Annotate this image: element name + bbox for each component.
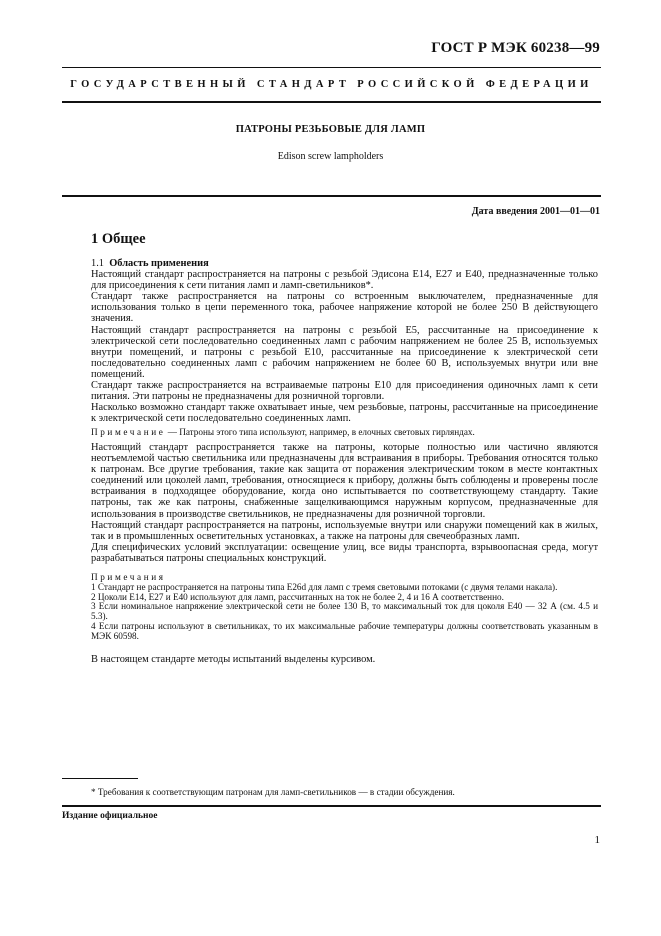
paragraph: Стандарт также распространяется на патроны со встроенным выключателем, предназначенные для использования только в цепи переменного тока, рабочее напряжение которой не более 250 В действующего значения. xyxy=(91,291,598,325)
note-item: 2 Цоколи E14, E27 и E40 используют для ламп, рассчитанных на ток не более 2, 4 и 16 А соответственно. xyxy=(91,591,504,602)
footnote-rule xyxy=(62,778,138,779)
closing-paragraph: В настоящем стандарте методы испытаний выделены курсивом. xyxy=(91,653,376,665)
footer-rule xyxy=(62,805,601,807)
header-rule xyxy=(62,67,601,68)
paragraph: Насколько возможно стандарт также охватывает иные, чем резьбовые, патроны, рассчитанные на присоединение к электрической сети последовательно соединенных ламп. xyxy=(91,402,598,425)
paragraph: Настоящий стандарт распространяется на патроны, используемые внутри или снаружи помещений как в жилых, так и в промышленных осветительных установках, а также на патроны для свечеобразных ламп. xyxy=(91,519,598,542)
title-rule xyxy=(62,195,601,197)
subsection-number: 1.1 xyxy=(91,258,104,269)
note-item: 4 Если патроны используют в светильниках, то их максимальные рабочие температуры должны соответствовать указанным в МЭК 60598. xyxy=(91,621,598,641)
note xyxy=(91,427,598,438)
section-heading: 1 Общее xyxy=(91,231,146,247)
paragraph: Настоящий стандарт распространяется на патроны с резьбой E5, рассчитанные на присоединение к электрической сети последовательно соединенных ламп с рабочим напряжением не более 25 В, используемых внутри помещений, и патроны с резьбой E10, рассчитанные на присоединение к электрической сети последовательно соединенных ламп с рабочим напряжением не более 60 В, используемых внутри или вне помещений. xyxy=(91,324,598,380)
paragraph: Настоящий стандарт распространяется также на патроны, которые полностью или частично являются неотъемлемой частью светильника или предназначены для встраивания в приборы. Требования относятся только к патронам. Все другие требования, такие как защита от поражения электрическим током в месте контактных соединений или цоколей ламп, требования, относящиеся к прибору, должны быть соблюдены и проверены после встраивания в подходящее оборудование, когда оно испытывается по соответствующему стандарту. Такие патроны, так же как патроны, снабженные защелкивающимся наружным корпусом, предназначенные для использования в производстве светильников, не предназначены для розничной торговли. xyxy=(91,442,598,520)
standard-id: ГОСТ Р МЭК 60238—99 xyxy=(431,40,600,56)
edition-label: Издание официальное xyxy=(62,811,158,821)
page-number: 1 xyxy=(594,834,600,846)
notes-label: Примечания xyxy=(91,572,166,583)
paragraph: Для специфических условий эксплуатации: освещение улиц, все виды транспорта, взрывоопасная среда, могут разрабатываться патроны специальных конструкций. xyxy=(91,541,598,564)
note-item: 3 Если номинальное напряжение электрической сети не более 130 В, то максимальный ток для цоколя E40 — 32 А (см. 4.5 и 5.3). xyxy=(91,601,598,622)
subsection-heading xyxy=(91,258,598,269)
subsection-title: Область применения xyxy=(109,258,209,269)
effective-date: Дата введения 2001—01—01 xyxy=(471,206,600,217)
note-label: Примечание xyxy=(91,427,166,438)
paragraph: Настоящий стандарт распространяется на патроны с резьбой Эдисона E14, E27 и E40, предназначенные только для присоединения к сети питания ламп и ламп-светильников*. xyxy=(91,269,598,292)
header-rule-bottom xyxy=(62,101,601,103)
note-text: — Патроны этого типа используют, например, в елочных световых гирляндах. xyxy=(167,427,475,438)
notes-block xyxy=(91,573,598,642)
document-subtitle: Edison screw lampholders xyxy=(277,151,384,162)
section-body xyxy=(91,258,598,665)
footnote: * Требования к соответствующим патронам для ламп-светильников — в стадии обсуждения. xyxy=(91,787,455,797)
document-title: ПАТРОНЫ РЕЗЬБОВЫЕ ДЛЯ ЛАМП xyxy=(235,124,426,135)
state-standard-heading: ГОСУДАРСТВЕННЫЙ СТАНДАРТ РОССИЙСКОЙ ФЕДЕРАЦИИ xyxy=(70,79,593,90)
note-item: 1 Стандарт не распространяется на патроны типа E26d для ламп с тремя световыми потоками (с двумя телами накала). xyxy=(91,581,558,592)
paragraph: Стандарт также распространяется на встраиваемые патроны E10 для присоединения одиночных ламп к сети питания. Эти патроны не предназначены для розничной торговли. xyxy=(91,380,598,403)
